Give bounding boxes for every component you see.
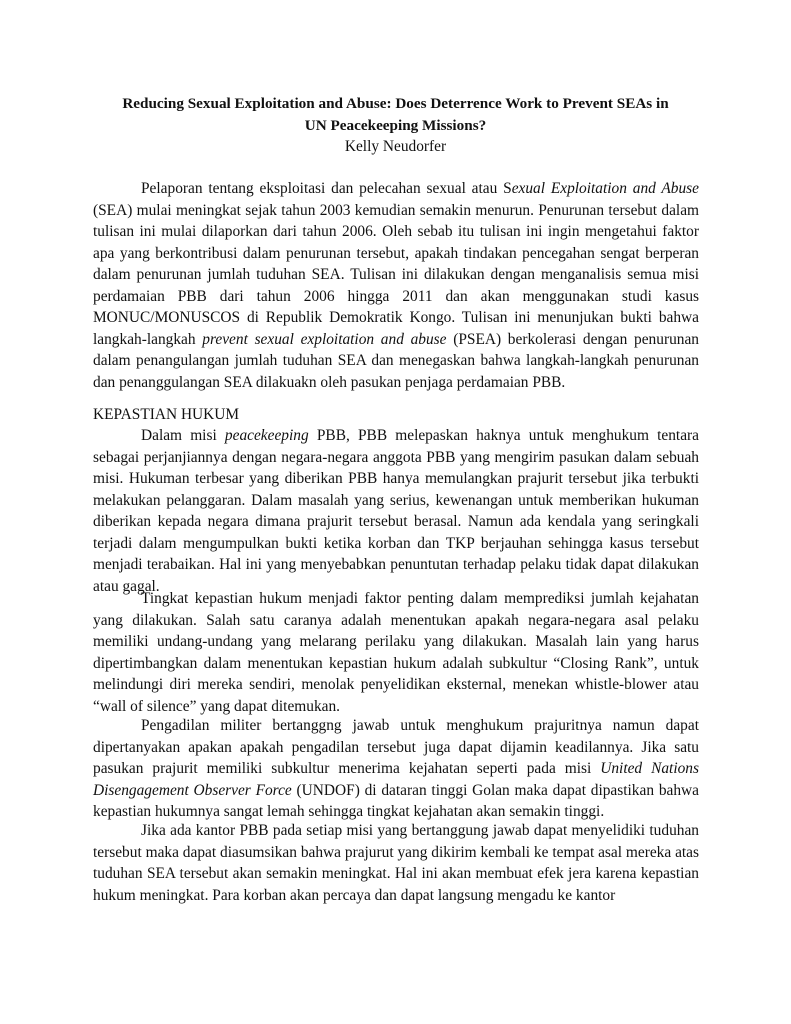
- section-heading: KEPASTIAN HUKUM: [93, 406, 240, 423]
- author-name: Kelly Neudorfer: [344, 138, 447, 155]
- abstract-paragraph: Pelaporan tentang eksploitasi dan pelecahan sexual atau Sexual Exploitation and Abuse (SEA) mulai meningkat sejak tahun 2003 kemudian semakin menurun. Penurunan tersebut dalam tulisan ini mulai dilaporkan dari tahun 2006. Oleh sebab itu tulisan ini ingin mengetahui faktor apa yang berkontribusi dalam penurunan tersebut, apakah tindakan pencegahan sengat berperan dalam penurunan jumlah tuduhan SEA. Tulisan ini dilakukan dengan menganalisis semua misi perdamaian PBB dari tahun 2006 hingga 2011 dan akan menggunakan studi kasus MONUC/MONUSCOS di Republik Demokratik Kongo. Tulisan ini menunjukan bukti bahwa langkah-langkah prevent sexual exploitation and abuse (PSEA) berkolerasi dengan penurunan dalam penangulangan jumlah tuduhan SEA dan menegaskan bahwa langkah-langkah penurunan dan penanggulangan SEA dilakuakn oleh pasukan penjaga perdamaian PBB.: [93, 180, 699, 391]
- paper-title: [60, 93, 731, 136]
- body-paragraph-3: Pengadilan militer bertanggng jawab untuk menghukum prajuritnya namun dapat dipertanyakan apakan apakah pengadilan tersebut juga dapat dijamin keadilannya. Jika satu pasukan prajurit memiliki subkultur menerima kejahatan seperti pada misi United Nations Disengagement Observer Force (UNDOF) di dataran tinggi Golan maka dapat dipastikan bahwa kepastian hukumnya sangat lemah sehingga tingkat kejahatan akan semakin tinggi.: [93, 717, 699, 820]
- body-paragraph-1: Dalam misi peacekeeping PBB, PBB melepaskan haknya untuk menghukum tentara sebagai perjanjiannya dengan negara-negara anggota PBB yang mengirim pasukan dalam sebuah misi. Hukuman terbesar yang diberikan PBB hanya memulangkan prajurit tersebut jika terbukti melakukan pelanggaran. Dalam masalah yang serius, kewenangan untuk memberikan hukuman diberikan kepada negara dimana prajurit tersebut berasal. Namun ada kendala yang seringkali terjadi dalam mengumpulkan bukti ketika korban dan TKP berjauhan sehingga kasus tersebut menjadi terabaikan. Hal ini yang menyebabkan penuntutan terhadap pelaku tidak dapat dilakukan atau gagal.: [93, 427, 699, 595]
- title-line-1: Reducing Sexual Exploitation and Abuse: Does Deterrence Work to Prevent SEAs in: [122, 95, 669, 112]
- body-paragraph-4: Jika ada kantor PBB pada setiap misi yang bertanggung jawab dapat menyelidiki tuduhan tersebut maka dapat diasumsikan bahwa prajurut yang dikirim kembali ke tempat asal mereka atas tuduhan SEA tersebut akan semakin meningkat. Hal ini akan membuat efek jera karena kepastian hukum meningkat. Para korban akan percaya dan dapat langsung mengadu ke kantor: [93, 822, 699, 904]
- title-line-2: UN Peacekeeping Missions?: [304, 116, 487, 134]
- body-paragraph-2: Tingkat kepastian hukum menjadi faktor penting dalam memprediksi jumlah kejahatan yang dilakukan. Salah satu caranya adalah menentukan apakah negara-negara asal pelaku memiliki undang-undang yang melarang perilaku yang dilakukan. Masalah lain yang harus dipertimbangkan dalam menentukan kepastian hukum adalah subkultur “Closing Rank”, untuk melindungi diri mereka sendiri, menolak penyelidikan eksternal, menekan whistle-blower atau “wall of silence” yang dapat ditemukan.: [93, 590, 699, 715]
